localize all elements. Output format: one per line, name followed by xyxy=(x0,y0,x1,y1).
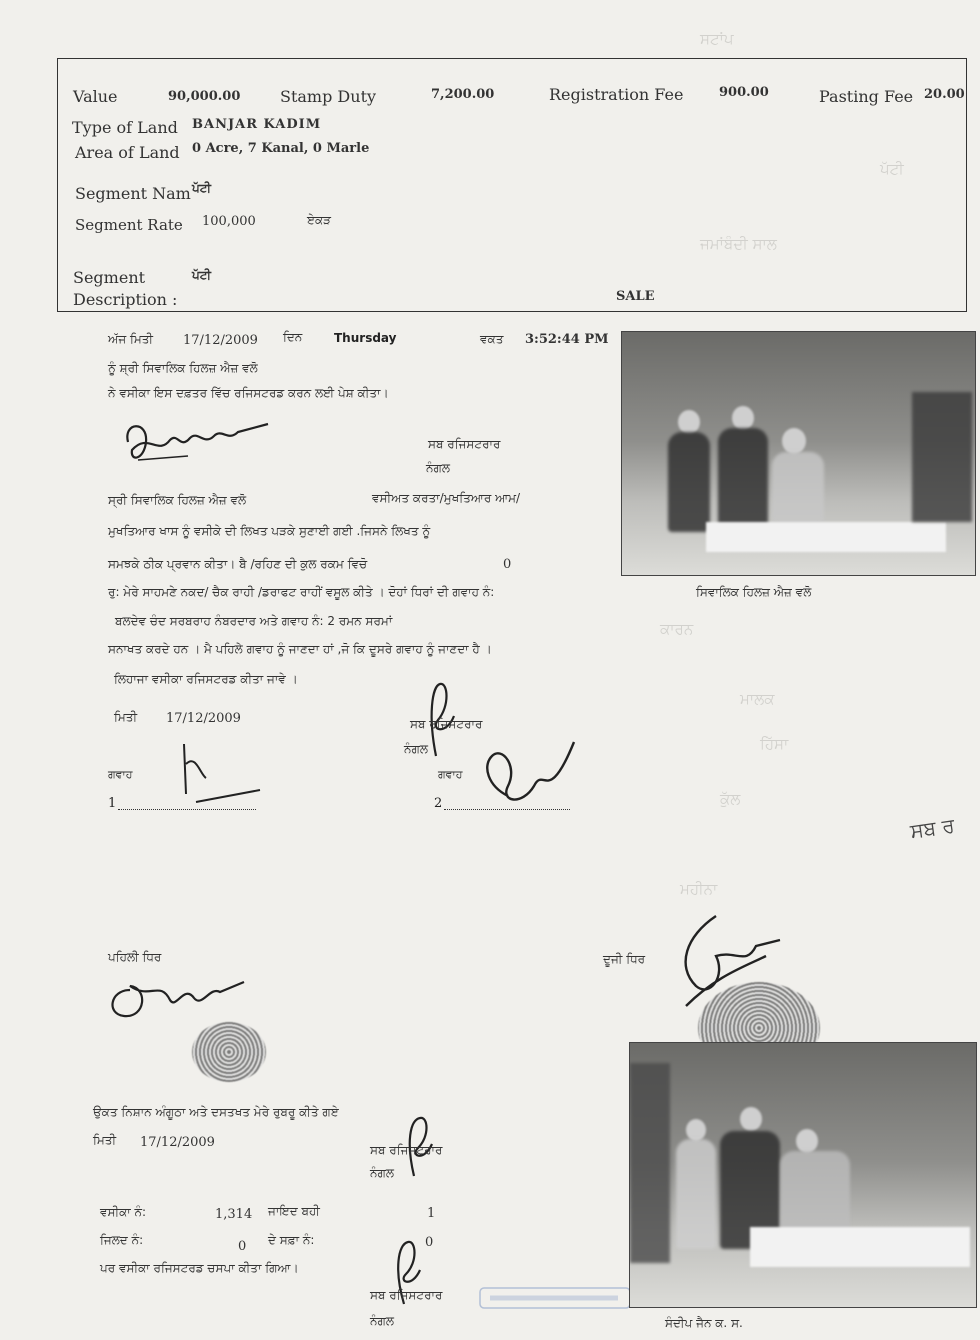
presentation-date: 17/12/2009 xyxy=(183,333,258,348)
value-label: Value xyxy=(73,87,118,106)
sub-registrar-office-2: ਨੰਗਲ xyxy=(404,742,428,756)
body-line-6: ਸਨਾਖਤ ਕਰਦੇ ਹਨ । ਮੈ ਪਹਿਲੇ ਗਵਾਹ ਨੂੰ ਜਾਣਦਾ ਹਾਂ ,ਜੋ ਕਿ ਦੂਸਰੇ ਗਵਾਹ ਨੂੰ ਜਾਣਦਾ ਹੈ । xyxy=(108,642,492,656)
segment-description-label: Segment xyxy=(73,268,146,287)
day-label: ਦਿਨ xyxy=(283,330,303,344)
presentation-date-label: ਅੱਜ ਮਿਤੀ xyxy=(108,332,154,346)
segment-rate-unit: ਏਕੜ xyxy=(307,213,332,227)
deed-type: SALE xyxy=(616,289,655,304)
deed-number-label: ਵਸੀਕਾ ਨੰ: xyxy=(100,1205,147,1219)
registration-fee-amount: 900.00 xyxy=(719,85,769,100)
first-party-label: ਪਹਿਲੀ ਧਿਰ xyxy=(108,950,162,964)
deed-summary-box xyxy=(57,58,967,312)
witness-1-number: 1 xyxy=(108,796,117,811)
time-label: ਵਕਤ xyxy=(480,332,504,346)
body-date: 17/12/2009 xyxy=(166,711,241,726)
segment-name-value: ਪੱਟੀ xyxy=(192,181,212,195)
book-value: 1 xyxy=(427,1206,436,1221)
volume-value: 0 xyxy=(238,1239,247,1254)
area-of-land-label: Area of Land xyxy=(75,143,180,162)
first-party-signature xyxy=(100,970,250,1030)
body-line-3: ਸਮਝਕੇ ਠੀਕ ਪ੍ਰਵਾਨ ਕੀਤਾ। ਬੈ /ਰਹਿਣ ਦੀ ਕੁਲ ਰਕਮ ਵਿਚੋ xyxy=(108,557,368,571)
segment-rate-value: 100,000 xyxy=(202,214,256,229)
pasted-statement: ਪਰ ਵਸੀਕਾ ਰਜਿਸਟਰਡ ਚਸਪਾ ਕੀਤਾ ਗਿਆ। xyxy=(100,1261,299,1275)
photographer-name: ਸੰਦੀਪ ਜੈਨ ਕ. ਸ. xyxy=(665,1316,743,1330)
body-date-label: ਮਿਤੀ xyxy=(114,710,138,724)
witness-2-label: ਗਵਾਹ xyxy=(438,768,463,781)
segment-description-label-2: Description : xyxy=(73,290,178,309)
day-value: Thursday xyxy=(334,331,397,345)
body-line-1a: ਸ੍ਰੀ ਸਿਵਾਲਿਕ ਹਿਲਜ਼ ਐਜ਼ ਵਲੋ xyxy=(108,493,247,507)
value-amount: 90,000.00 xyxy=(168,89,241,104)
segment-rate-label: Segment Rate xyxy=(75,216,183,234)
segment-description-value: ਪੱਟੀ xyxy=(192,268,212,282)
body-line-5: ਬਲਦੇਵ ਚੰਦ ਸਰਬਰਾਹ ਨੰਬਰਦਾਰ ਅਤੇ ਗਵਾਹ ਨੰ: 2 ਰਮਨ ਸਰਮਾਂ xyxy=(115,614,393,628)
attestation-statement: ਉਕਤ ਨਿਸ਼ਾਨ ਅੰਗੂਠਾ ਅਤੇ ਦਸਤਖਤ ਮੇਰੇ ਰੁਬਰੂ ਕੀਤੇ ਗਏ xyxy=(93,1105,339,1119)
sub-registrar-office-1: ਨੰਗਲ xyxy=(426,461,450,475)
deed-number: 1,314 xyxy=(215,1207,253,1222)
stamp-duty-amount: 7,200.00 xyxy=(431,87,495,102)
volume-label: ਜਿਲਦ ਨੰ: xyxy=(100,1233,144,1247)
type-of-land-value: BANJAR KADIM xyxy=(192,117,322,132)
page-label: ਦੇ ਸਫ਼ਾ ਨੰ: xyxy=(268,1233,315,1247)
body-line-1b: ਵਸੀਅਤ ਕਰਤਾ/ਮੁਖਤਿਆਰ ਆਮ/ xyxy=(372,491,521,505)
party-photo-2 xyxy=(629,1042,977,1308)
sub-registrar-signature-1 xyxy=(118,412,278,472)
sub-registrar-title-3: ਸਬ ਰਜਿਸਟਰਾਰ xyxy=(370,1143,443,1157)
body-line-4: ਰੁ: ਮੇਰੇ ਸਾਹਮਣੇ ਨਕਦ/ ਚੈਕ ਰਾਹੀ /ਡਰਾਫਟ ਰਾਹੀਂ ਵਸੂਲ ਕੀਤੇ । ਦੋਹਾਂ ਧਿਰਾਂ ਦੀ ਗਵਾਹ ਨੰ: xyxy=(108,585,495,599)
first-party-thumbprint xyxy=(192,1022,266,1082)
witness-2-number: 2 xyxy=(434,796,443,811)
body-line-2: ਮੁਖਤਿਆਰ ਖਾਸ ਨੂੰ ਵਸੀਕੇ ਦੀ ਲਿਖਤ ਪੜਕੇ ਸੁਣਾਈ ਗਈ .ਜਿਸਨੇ ਲਿਖਤ ਨੂੰ xyxy=(108,524,431,538)
sub-registrar-office-4: ਨੰਗਲ xyxy=(370,1314,394,1328)
witness-1-signature xyxy=(176,734,266,814)
presented-for-registration-line: ਨੇ ਵਸੀਕਾ ਇਸ ਦਫ਼ਤਰ ਵਿੱਚ ਰਜਿਸਟਰਡ ਕਰਨ ਲਈ ਪੇਸ਼ ਕੀਤਾ। xyxy=(108,386,389,400)
pasting-fee-label: Pasting Fee xyxy=(819,87,914,106)
time-value: 3:52:44 PM xyxy=(525,332,609,347)
body-line-7: ਲਿਹਾਜਾ ਵਸੀਕਾ ਰਜਿਸਟਰਡ ਕੀਤਾ ਜਾਵੇ । xyxy=(114,672,298,686)
attestation-date-label: ਮਿਤੀ xyxy=(93,1133,117,1147)
type-of-land-label: Type of Land xyxy=(72,118,178,137)
margin-stamp-text: ਸਬ ਰ xyxy=(908,813,957,843)
sub-registrar-office-3: ਨੰਗਲ xyxy=(370,1166,394,1180)
sub-registrar-title-2: ਸਬ ਰਜਿਸਟਰਾਰ xyxy=(410,717,483,731)
attestation-date: 17/12/2009 xyxy=(140,1135,215,1150)
area-of-land-value: 0 Acre, 7 Kanal, 0 Marle xyxy=(192,141,370,156)
sub-registrar-title-1: ਸਬ ਰਜਿਸਟਰਾਰ xyxy=(428,437,501,451)
body-amount: 0 xyxy=(503,557,512,572)
sub-registrar-title-4: ਸਬ ਰਜਿਸਟਰਾਰ xyxy=(370,1288,443,1302)
party-photo-1 xyxy=(621,331,976,576)
body-line-4b: ਸਿਵਾਲਿਕ ਹਿਲਜ਼ ਐਜ਼ ਵਲੋ xyxy=(696,585,812,599)
book-label: ਜਾਇਦ ਬਹੀ xyxy=(268,1204,320,1218)
page-value: 0 xyxy=(425,1235,434,1250)
witness-1-label: ਗਵਾਹ xyxy=(108,768,133,781)
second-party-label: ਦੂਜੀ ਧਿਰ xyxy=(603,952,646,966)
pasting-fee-amount: 20.00 xyxy=(924,87,965,102)
witness-2-signature xyxy=(478,736,588,816)
office-stamp xyxy=(478,1284,638,1314)
segment-name-label: Segment Nam xyxy=(75,184,191,203)
presented-by-line: ਨੂੰ ਸ਼੍ਰੀ ਸਿਵਾਲਿਕ ਹਿਲਜ਼ ਐਜ਼ ਵਲੋ xyxy=(108,361,258,375)
stamp-duty-label: Stamp Duty xyxy=(280,87,377,106)
registration-fee-label: Registration Fee xyxy=(549,85,684,104)
